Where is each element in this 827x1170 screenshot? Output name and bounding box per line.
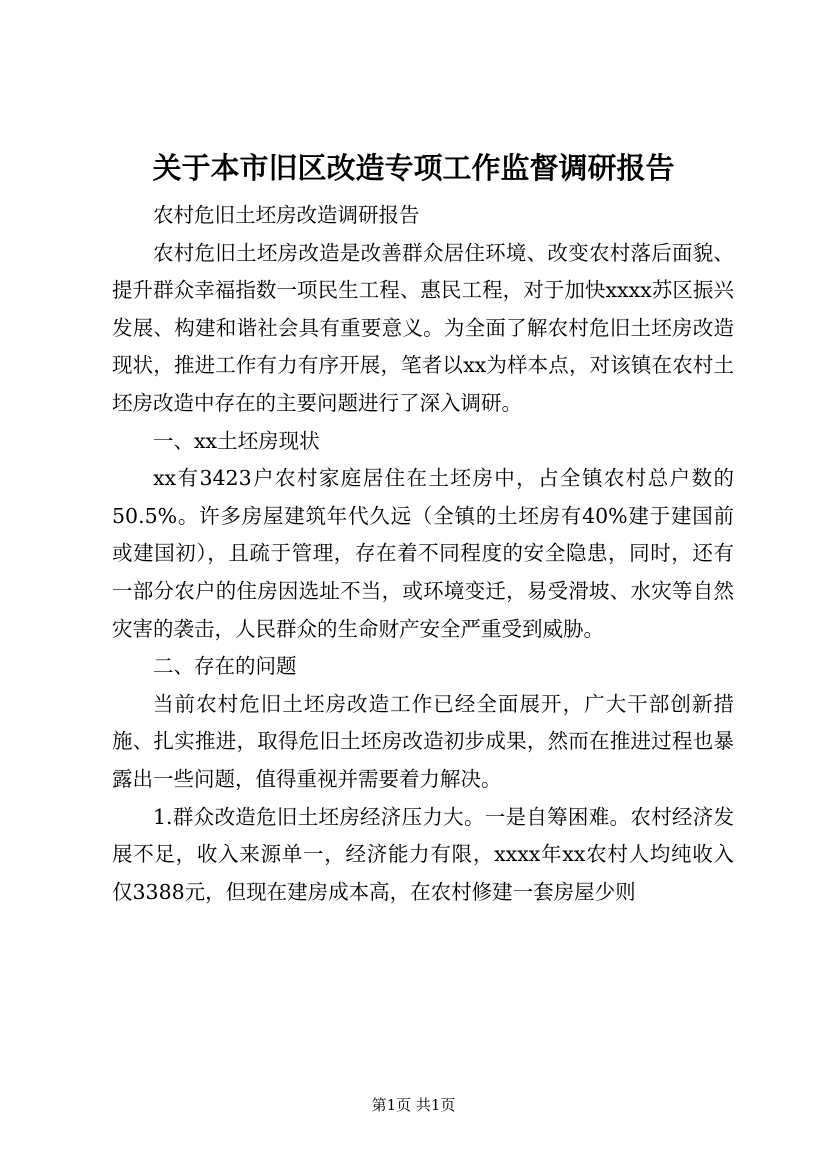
- document-title: 关于本市旧区改造专项工作监督调研报告: [152, 151, 675, 185]
- page-footer: 第1页 共1页: [371, 1096, 456, 1114]
- section-heading-problems: 二、存在的问题: [153, 654, 297, 679]
- paragraph-subtitle: 农村危旧土坯房改造调研报告: [153, 203, 420, 227]
- paragraph-intro: 农村危旧土坯房改造是改善群众居住环境、改变农村落后面貌、提升群众幸福指数一项民生工程、惠民工程，对于加快xxxx苏区振兴发展、构建和谐社会具有重要意义。为全面了解农村危旧土坯房改造现状，推进工作有力有序开展，笔者以xx为样本点，对该镇在农村土坯房改造中存在的主要问题进行了深入调研。: [112, 240, 734, 415]
- paragraph-status: xx有3423户农村家庭居住在土坯房中，占全镇农村总户数的50.5%。许多房屋建筑年代久远（全镇的土坯房有40%建于建国前或建国初），且疏于管理，存在着不同程度的安全隐患，同时，还有一部分农户的住房因选址不当，或环境变迁，易受滑坡、水灾等自然灾害的袭击，人民群众的生命财产安全严重受到威胁。: [112, 466, 734, 641]
- document-body: [112, 197, 734, 911]
- paragraph-economic-pressure: 1.群众改造危旧土坯房经济压力大。一是自筹困难。农村经济发展不足，收入来源单一，经济能力有限，xxxx年xx农村人均纯收入仅3388元，但现在建房成本高，在农村修建一套房屋少则: [112, 804, 734, 904]
- section-heading-status: 一、xx土坯房现状: [153, 428, 320, 453]
- paragraph-problems: 当前农村危旧土坯房改造工作已经全面展开，广大干部创新措施、扎实推进，取得危旧土坯房改造初步成果，然而在推进过程也暴露出一些问题，值得重视并需要着力解决。: [112, 691, 734, 791]
